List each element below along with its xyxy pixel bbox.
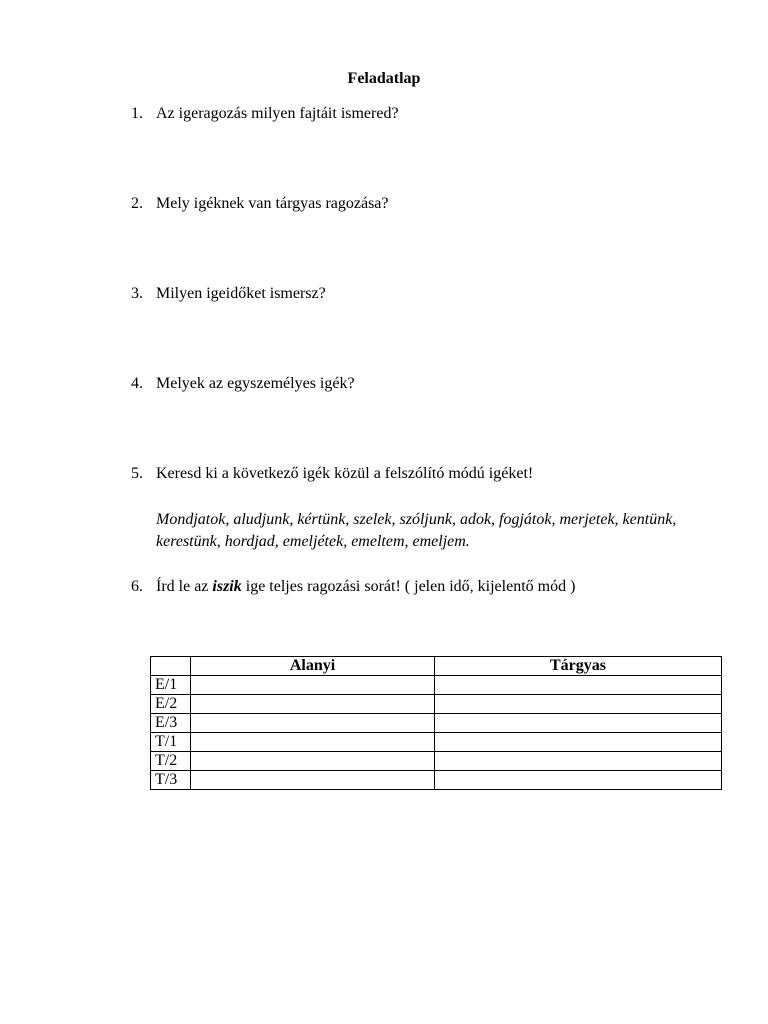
worksheet-title: Feladatlap	[347, 70, 421, 87]
table-row	[151, 771, 722, 790]
row-label: T/2	[151, 752, 191, 771]
question-number: 1.	[131, 105, 143, 122]
question-text: Az igeragozás milyen fajtáit ismered?	[156, 105, 399, 122]
question-text: Milyen igeidőket ismersz?	[156, 285, 326, 302]
targyas-cell[interactable]	[435, 676, 722, 695]
conjugation-table	[150, 656, 722, 790]
emphasized-verb: iszik	[212, 578, 242, 595]
table-row	[151, 714, 722, 733]
question-text: Melyek az egyszemélyes igék?	[156, 375, 355, 392]
header-person	[151, 657, 191, 676]
question-number: 3.	[131, 285, 143, 302]
question-3	[131, 284, 326, 304]
table-row	[151, 695, 722, 714]
table-row	[151, 733, 722, 752]
row-label: E/1	[151, 676, 191, 695]
alanyi-cell[interactable]	[191, 714, 435, 733]
row-label: T/3	[151, 771, 191, 790]
table-row	[151, 752, 722, 771]
targyas-cell[interactable]	[435, 733, 722, 752]
question-1	[131, 104, 399, 124]
table-row	[151, 676, 722, 695]
question-text: Mely igéknek van tárgyas ragozása?	[156, 195, 389, 212]
question-text: Keresd ki a következő igék közül a felszólító módú igéket!	[156, 465, 534, 482]
alanyi-cell[interactable]	[191, 771, 435, 790]
question-5	[131, 464, 533, 484]
question-4	[131, 374, 355, 394]
targyas-cell[interactable]	[435, 695, 722, 714]
row-label: E/3	[151, 714, 191, 733]
header-alanyi: Alanyi	[191, 657, 435, 676]
question-text-prefix: Írd le az	[156, 578, 213, 595]
header-targyas: Tárgyas	[435, 657, 722, 676]
question-6	[131, 577, 575, 597]
question-number: 6.	[131, 578, 143, 595]
question-text-suffix: ige teljes ragozási sorát! ( jelen idő, kijelentő mód )	[241, 578, 576, 595]
row-label: T/1	[151, 733, 191, 752]
targyas-cell[interactable]	[435, 714, 722, 733]
targyas-cell[interactable]	[435, 752, 722, 771]
question-number: 5.	[131, 465, 143, 482]
targyas-cell[interactable]	[435, 771, 722, 790]
question-number: 4.	[131, 375, 143, 392]
question-number: 2.	[131, 195, 143, 212]
alanyi-cell[interactable]	[191, 695, 435, 714]
alanyi-cell[interactable]	[191, 752, 435, 771]
alanyi-cell[interactable]	[191, 676, 435, 695]
question-2	[131, 194, 389, 214]
row-label: E/2	[151, 695, 191, 714]
table-header-row	[151, 657, 722, 676]
verb-list: Mondjatok, aludjunk, kértünk, szelek, szóljunk, adok, fogjátok, merjetek, kentünk, kerestünk, hordjad, emeljétek, emeltem, emeljem.	[156, 511, 677, 550]
alanyi-cell[interactable]	[191, 733, 435, 752]
